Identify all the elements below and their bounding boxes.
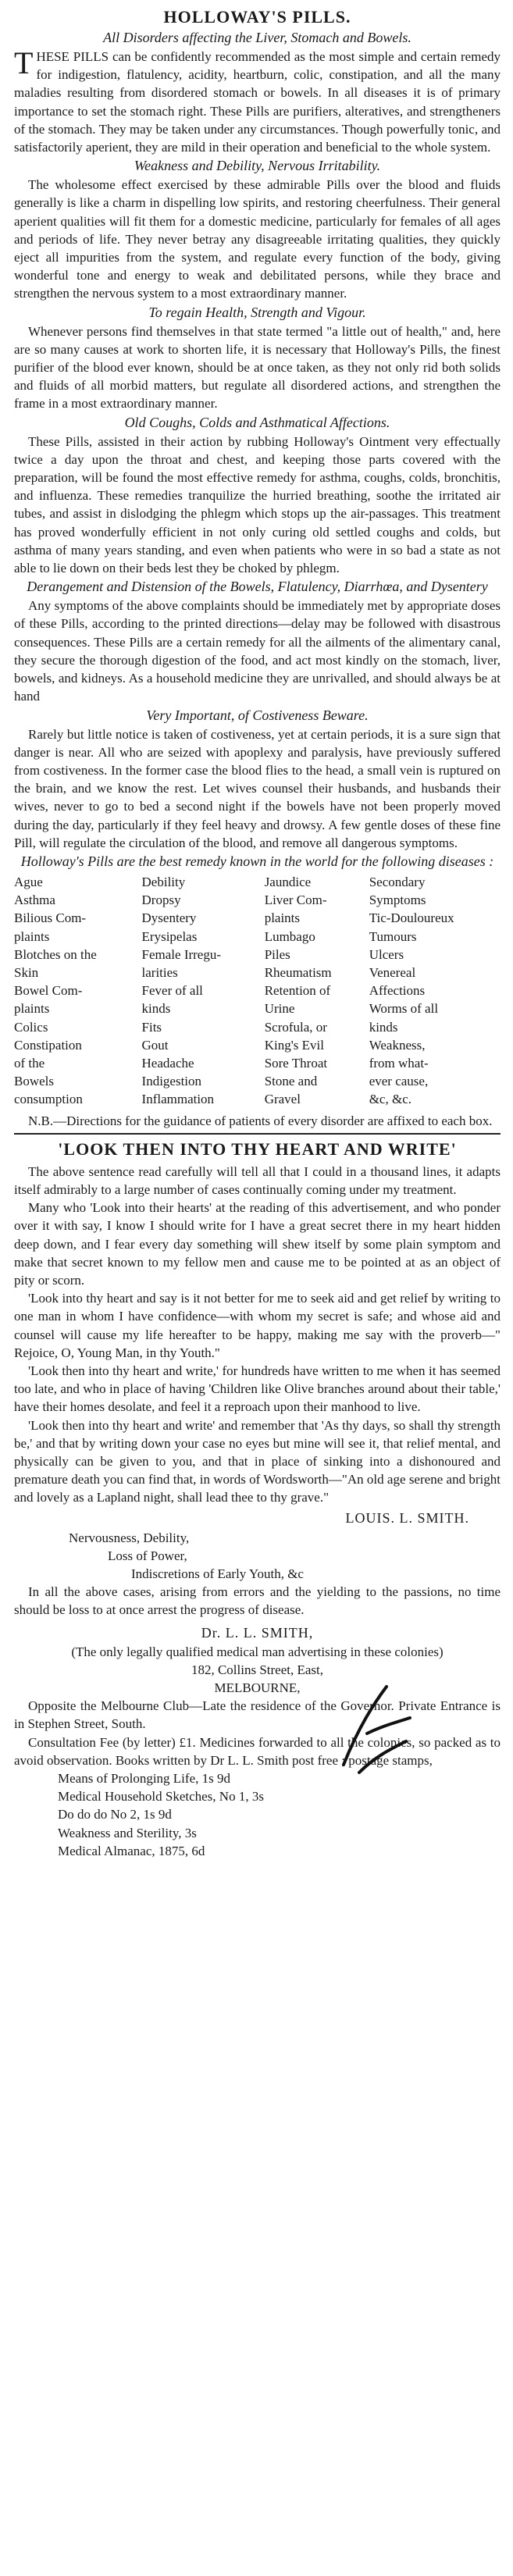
book-line: Do do do No 2, 1s 9d — [58, 1807, 172, 1822]
book-line: Means of Prolonging Life, 1s 9d — [58, 1771, 230, 1787]
holloway-heading-2: Weakness and Debility, Nervous Irritability. — [134, 158, 381, 174]
symptom-list — [14, 1529, 501, 1584]
disease-cell: Erysipelas — [141, 928, 198, 944]
disease-cell: Fever of all — [141, 983, 203, 999]
books-list — [14, 1769, 501, 1860]
holloway-subtitle: All Disorders affecting the Liver, Stomach and Bowels. — [103, 30, 411, 45]
disease-cell: Gout — [141, 1037, 169, 1053]
disease-cell: Symptoms — [369, 893, 426, 908]
holloway-paragraph-4: These Pills, assisted in their action by rubbing Holloway's Ointment very effectually twice a day upon the throat and chest, and keeping those parts covered with the preparation, will be found the most effective remedy for asthma, coughs, colds, bronchitis, and influenza. These remedies tranquilize the hurried breathing, soothe the irritated air tubes, and assist in dislodging the phlegm which stops up the air-passages. This treatment has proved wonderfully efficient in not only curing old settled coughs and colds, but asthma of many years standing, and even when patients who were in so bad a state as not able to lie down on their beds lest they be choked by phlegm. — [14, 433, 501, 576]
disease-cell: plaints — [14, 1001, 50, 1017]
disease-row — [14, 873, 501, 891]
smith-title: 'LOOK THEN INTO THY HEART AND WRITE' — [58, 1138, 457, 1159]
holloway-heading-6: Very Important, of Costiveness Beware. — [146, 707, 369, 723]
holloway-paragraph-3: Whenever persons find themselves in that state termed "a little out of health," and, here are so many causes at work to shorten life, it is necessary that Holloway's Pills, the finest purifier of the blood ever known, should be at once taken, as they not only rid both solids and fluids of all morbid matters, but regulate all disordered actions, and strengthen the frame in a most extraordinary manner. — [14, 323, 501, 412]
symptom-line: Indiscretions of Early Youth, &c — [131, 1566, 304, 1582]
smith-paragraph-1: The above sentence read carefully will tell all that I could in a thousand lines, it adapts itself admirably to a large number of cases continually coming under my treatment. — [14, 1163, 501, 1197]
symptom-line: Loss of Power, — [108, 1548, 187, 1563]
disease-cell: Venereal — [369, 964, 416, 980]
disease-cell: of the — [14, 1055, 45, 1071]
disease-cell: Scrofula, or — [264, 1019, 327, 1035]
disease-cell: Colics — [14, 1019, 48, 1035]
disease-table — [14, 873, 501, 1109]
disease-cell: Tumours — [369, 928, 417, 944]
disease-cell: Liver Com- — [264, 893, 327, 908]
disease-cell: Constipation — [14, 1037, 82, 1053]
disease-cell: Retention of — [264, 983, 331, 999]
smith-paragraph-4: 'Look then into thy heart and write,' for hundreds have written to me when it has seemed too late, and who in place of having 'Children like Olive branches around about their table,' have their homes desolate, and feel it a reproach upon their manhood to live. — [14, 1363, 501, 1415]
disease-cell: Bowel Com- — [14, 983, 83, 999]
divider — [14, 1133, 501, 1135]
holloway-nb: N.B.—Directions for the guidance of patients of every disorder are affixed to each box. — [28, 1113, 493, 1128]
disease-cell: Asthma — [14, 893, 55, 908]
disease-row — [14, 1090, 501, 1108]
book-line: Medical Almanac, 1875, 6d — [58, 1843, 205, 1858]
smith-paragraph-3: 'Look into thy heart and say is it not better for me to seek aid and get relief by writing to one man in whom I have confidence—with whom my secret is safe; and whose aid and counsel will cause my life hereafter to be happy, making me say with the proverb—" Rejoice, O, Young Man, in thy Youth." — [14, 1291, 501, 1360]
disease-cell: Dropsy — [141, 893, 181, 908]
address-line-2: MELBOURNE, — [214, 1680, 301, 1696]
disease-cell: Jaundice — [264, 874, 312, 889]
disease-cell: Ague — [14, 874, 43, 889]
disease-row — [14, 909, 501, 927]
disease-row — [14, 1072, 501, 1090]
disease-cell: Piles — [264, 946, 290, 962]
holloway-heading-3: To regain Health, Strength and Vigour. — [148, 304, 366, 320]
disease-row — [14, 946, 501, 964]
disease-row — [14, 964, 501, 982]
holloway-heading-7: Holloway's Pills are the best remedy known in the world for the following diseases : — [20, 853, 494, 869]
disease-cell: Ulcers — [369, 946, 404, 962]
disease-row — [14, 891, 501, 909]
disease-cell: Urine — [264, 1001, 295, 1017]
holloway-heading-4: Old Coughs, Colds and Asthmatical Affections. — [124, 414, 390, 430]
disease-cell: Debility — [141, 874, 186, 889]
disease-cell: Weakness, — [369, 1037, 426, 1053]
symptom-line: Nervousness, Debility, — [69, 1530, 190, 1545]
holloway-title: HOLLOWAY'S PILLS. — [163, 7, 351, 27]
disease-cell: plaints — [14, 928, 50, 944]
disease-cell: kinds — [369, 1019, 398, 1035]
book-line: Medical Household Sketches, No 1, 3s — [58, 1789, 264, 1805]
disease-row — [14, 928, 501, 946]
disease-cell: Headache — [141, 1055, 194, 1071]
disease-cell: Gravel — [264, 1092, 301, 1107]
holloway-paragraph-2: The wholesome effect exercised by these admirable Pills over the blood and fluids generally is like a charm in dispelling low spirits, and restoring cheerfulness. Their general aperient qualities will fit them for a domestic medicine, particularly for females of all ages and periods of life. They never betray any disagreeable irritating qualities, they quickly eject all impurities from the system, and regulate every function of the body, giving wonderful tone and energy to weak and debilitated persons, while they brace and strengthen the nervous system to a most extraordinary manner. — [14, 177, 501, 301]
doctor-name: Dr. L. L. SMITH, — [201, 1624, 314, 1641]
disease-row — [14, 999, 501, 1017]
disease-cell: larities — [141, 964, 178, 980]
doctor-note: (The only legally qualified medical man advertising in these colonies) — [71, 1644, 444, 1659]
disease-cell: King's Evil — [264, 1037, 324, 1053]
disease-cell: Stone and — [264, 1074, 318, 1089]
smith-paragraph-6: In all the above cases, arising from errors and the yielding to the passions, no time should be loss to at once arrest the progress of disease. — [14, 1584, 501, 1618]
disease-row — [14, 1036, 501, 1054]
disease-cell: Sore Throat — [264, 1055, 328, 1071]
holloway-paragraph-6: Rarely but little notice is taken of costiveness, yet at certain periods, it is a sure sign that danger is near. All who are seized with apoplexy and paralysis, have previously suffered from costiveness. In the former case the blood flies to the head, a small vein is ruptured on the brain, and we know the rest. Let wives counsel their husbands, and husbands their wives, never to go to bed a second night if the bowels have not been properly moved during the day, particularly if they feel heavy and drowsy. A few gentle doses of these fine Pill, will regulate the circulation of the blood, and remove all dangerous symptoms. — [14, 726, 501, 850]
disease-cell: Secondary — [369, 874, 426, 889]
disease-cell: &c, &c. — [369, 1092, 411, 1107]
disease-cell: Dysentery — [141, 910, 197, 926]
disease-cell: Tic-Douloureux — [369, 910, 454, 926]
smith-paragraph-5: 'Look then into thy heart and write' and remember that 'As thy days, so shall thy strength be,' and that by writing down your case no eyes but mine will see it, that relief mental, and physically can be given to you, and that in place of sinking into a dishonoured and premature death you can find that, in words of Wordsworth—"An old age serene and bright and lovely as a Lapland night, shall lead thee to thy grave." — [14, 1417, 501, 1505]
disease-cell: plaints — [264, 910, 301, 926]
disease-row — [14, 1018, 501, 1036]
disease-cell: Skin — [14, 964, 39, 980]
disease-cell: consumption — [14, 1092, 83, 1107]
disease-cell: Bowels — [14, 1074, 54, 1089]
disease-cell: from what- — [369, 1055, 429, 1071]
holloway-paragraph-5: Any symptoms of the above complaints should be immediately met by appropriate doses of these Pills, according to the printed directions—delay may be followed with disastrous consequences. These Pills are a certain remedy for all the ailments of the alimentary canal, they secure the thorough digestion of the food, and act most kindly on the stomach, liver, bowels, and kidneys. As a household medicine they are unrivalled, and should always be at hand — [14, 598, 501, 704]
disease-cell: Affections — [369, 983, 426, 999]
disease-cell: ever cause, — [369, 1074, 429, 1089]
disease-cell: Female Irregu- — [141, 946, 222, 962]
disease-cell: Bilious Com- — [14, 910, 87, 926]
holloway-paragraph-1: THESE PILLS can be confidently recommended as the most simple and certain remedy for indigestion, flatulency, acidity, heartburn, colic, constipation, and all the many maladies resulting from disordered stomach or bowels. In all diseases it is of primary importance to set the stomach right. These Pills are purifiers, alteratives, and strengtheners of the stomach. They may be taken under any circumstances. Though powerfully tonic, and satisfactorily aperient, they are mild in their operation and beneficial to the whole system. — [14, 45, 501, 155]
disease-cell: Inflammation — [141, 1092, 215, 1107]
disease-cell: Lumbago — [264, 928, 315, 944]
holloway-heading-5: Derangement and Distension of the Bowels, Flatulency, Diarrhœa, and Dysentery — [27, 579, 488, 595]
disease-row — [14, 1054, 501, 1072]
address-line-1: 182, Collins Street, East, — [191, 1662, 324, 1677]
address-line-3: Opposite the Melbourne Club—Late the residence of the Governor. Private Entrance is in Stephen Street, South. — [14, 1698, 501, 1732]
smith-signature-name: LOUIS. L. SMITH. — [345, 1509, 469, 1526]
book-line: Weakness and Sterility, 3s — [58, 1825, 197, 1840]
disease-cell: kinds — [141, 1001, 171, 1017]
disease-row — [14, 982, 501, 999]
disease-cell: Fits — [141, 1019, 162, 1035]
disease-cell: Worms of all — [369, 1001, 439, 1017]
disease-cell: Blotches on the — [14, 946, 97, 962]
disease-cell: Rheumatism — [264, 964, 332, 980]
smith-paragraph-2: Many who 'Look into their hearts' at the reading of this advertisement, and who ponder over it with say, I know I should write for I have a great secret there in my heart hidden deep down, and I fear every day something will shew itself by some plain symptom and make that secret known to my fellow men and cause me to be pointed at as an object of pity or scorn. — [14, 1200, 501, 1288]
consultation-fee: Consultation Fee (by letter) £1. Medicines forwarded to all the colonies, so packed as to avoid observation. Books written by Dr L. L. Smith post free ; postage stamps, — [14, 1734, 501, 1768]
disease-cell: Indigestion — [141, 1074, 202, 1089]
